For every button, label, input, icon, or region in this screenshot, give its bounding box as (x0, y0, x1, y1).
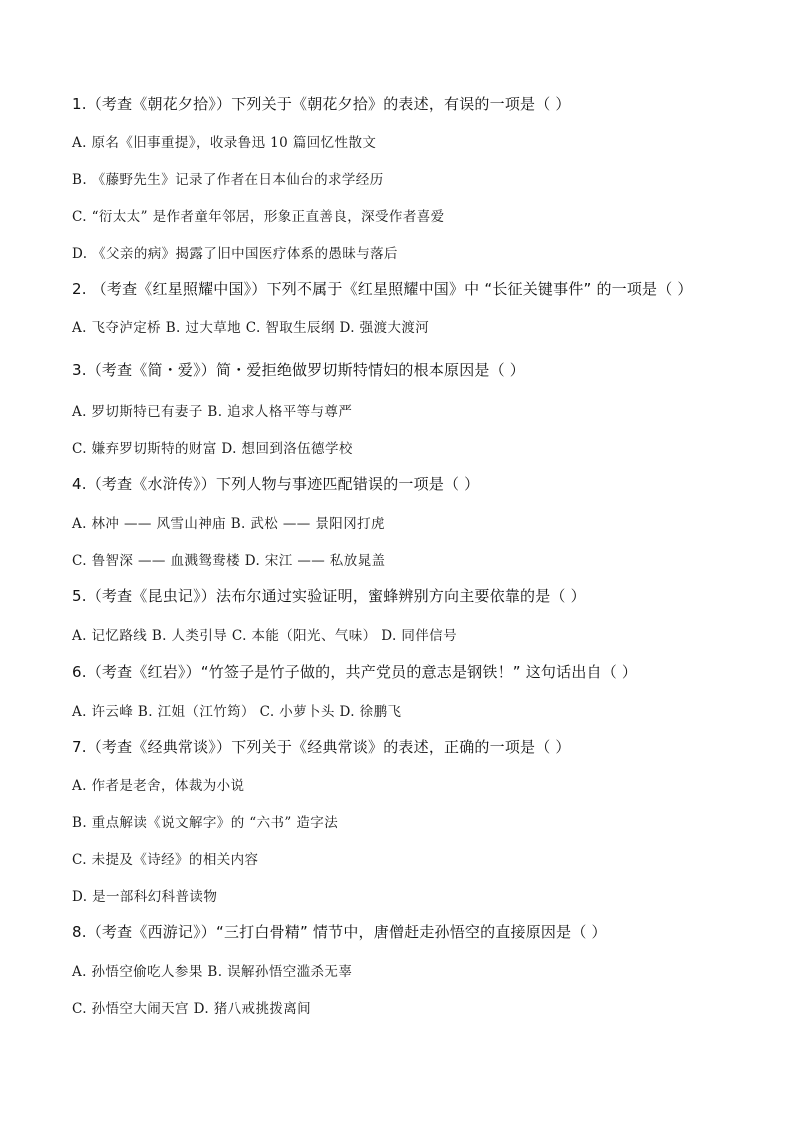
question-8-options-row-1: A. 孙悟空偷吃人参果 B. 误解孙悟空滥杀无辜 (72, 964, 353, 980)
question-2-stem: 2. （考查《红星照耀中国》）下列不属于《红星照耀中国》中 “长征关键事件” 的一项是（ ） (72, 280, 693, 298)
question-4-stem: 4.（考查《水浒传》）下列人物与事迹匹配错误的一项是（ ） (72, 475, 480, 493)
question-3-options-row-1: A. 罗切斯特已有妻子 B. 追求人格平等与尊严 (72, 404, 353, 420)
question-6-options: A. 许云峰 B. 江姐（江竹筠） C. 小萝卜头 D. 徐鹏飞 (72, 704, 402, 720)
question-1-option-d: D. 《父亲的病》揭露了旧中国医疗体系的愚昧与落后 (72, 246, 398, 262)
question-2-options: A. 飞夺泸定桥 B. 过大草地 C. 智取生辰纲 D. 强渡大渡河 (72, 320, 430, 336)
question-7-option-a: A. 作者是老舍，体裁为小说 (72, 778, 245, 794)
question-6-stem: 6.（考查《红岩》）“竹签子是竹子做的，共产党员的意志是钢铁！” 这句话出自（ ） (72, 663, 638, 681)
question-1-option-c: C. “衍太太” 是作者童年邻居，形象正直善良，深受作者喜爱 (72, 209, 445, 225)
question-5-stem: 5.（考查《昆虫记》）法布尔通过实验证明，蜜蜂辨别方向主要依靠的是（ ） (72, 587, 586, 605)
question-7-option-d: D. 是一部科幻科普读物 (72, 889, 218, 905)
question-7-stem: 7.（考查《经典常谈》）下列关于《经典常谈》的表述，正确的一项是（ ） (72, 738, 571, 756)
question-5-options: A. 记忆路线 B. 人类引导 C. 本能（阳光、气味） D. 同伴信号 (72, 628, 457, 644)
question-4-options-row-2: C. 鲁智深 —— 血溅鸳鸯楼 D. 宋江 —— 私放晁盖 (72, 553, 386, 569)
question-1-stem: 1.（考查《朝花夕拾》）下列关于《朝花夕拾》的表述，有误的一项是（ ） (72, 95, 571, 113)
question-3-options-row-2: C. 嫌弃罗切斯特的财富 D. 想回到洛伍德学校 (72, 441, 353, 457)
question-8-options-row-2: C. 孙悟空大闹天宫 D. 猪八戒挑拨离间 (72, 1001, 312, 1017)
question-1-option-b: B. 《藤野先生》记录了作者在日本仙台的求学经历 (72, 172, 384, 188)
question-7-option-b: B. 重点解读《说文解字》的 “六书” 造字法 (72, 815, 339, 831)
question-1-option-a: A. 原名《旧事重提》，收录鲁迅 10 篇回忆性散文 (72, 135, 377, 151)
question-8-stem: 8.（考查《西游记》）“三打白骨精” 情节中，唐僧赶走孙悟空的直接原因是（ ） (72, 923, 607, 941)
question-4-options-row-1: A. 林冲 —— 风雪山神庙 B. 武松 —— 景阳冈打虎 (72, 516, 385, 532)
question-3-stem: 3.（考查《简・爱》）简・爱拒绝做罗切斯特情妇的根本原因是（ ） (72, 361, 525, 379)
question-7-option-c: C. 未提及《诗经》的相关内容 (72, 852, 259, 868)
